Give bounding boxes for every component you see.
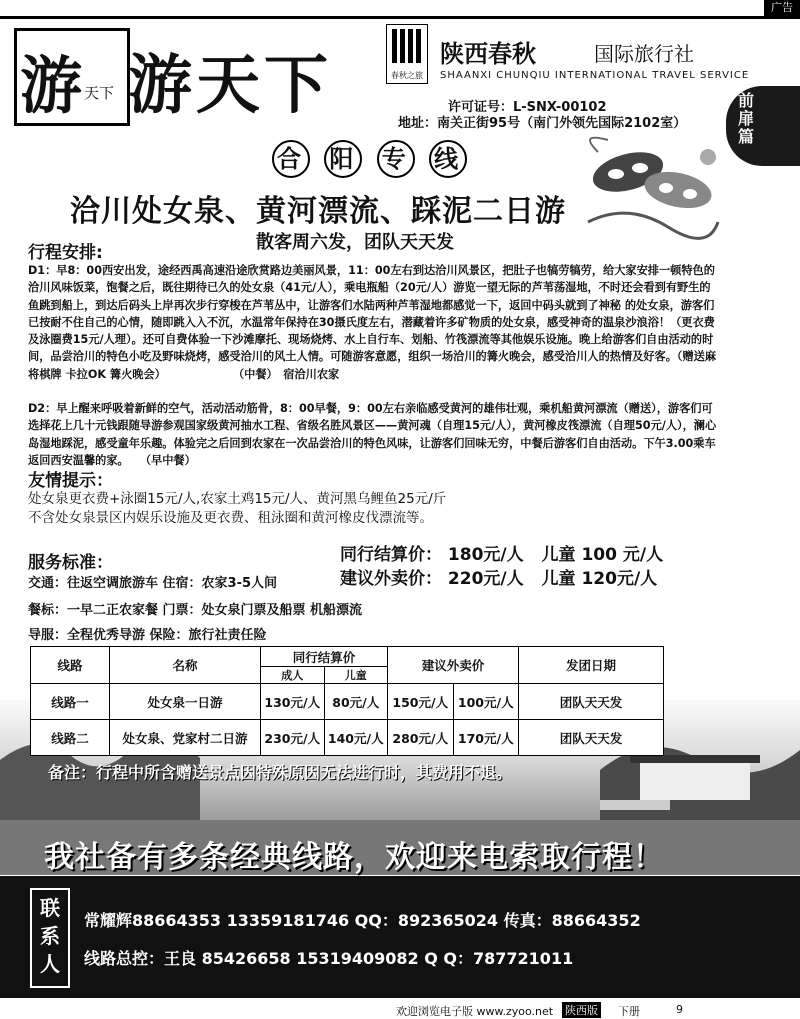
peer-price-child: 儿童 100 元/人 [541, 545, 664, 565]
col-name: 名称 [110, 647, 261, 684]
table-row [31, 684, 664, 720]
special-route-banner [272, 140, 469, 178]
retail-price-label: 建议外卖价： [340, 569, 442, 589]
peer-price-label: 同行结算价： [340, 545, 442, 565]
cell-name: 处女泉、党家村二日游 [110, 720, 261, 756]
footer-site: 欢迎浏览电子版 www.zyoo.net [396, 1005, 554, 1018]
logo-small-text: 天下 [84, 84, 115, 102]
footer-edition: 陕西版 [562, 1002, 601, 1018]
contact-line-1: 常耀辉88664353 13359181746 QQ：892365024 传真：88664352 [84, 911, 641, 930]
day2-text: 早上醒来呼吸着新鲜的空气，活动活动筋骨，8：00早餐，9：00左右亲临感受黄河的雄伟壮观，乘机船黄河漂流（赠送），游客们可选择花上几十元钱跟随导游参观国家级黄河抽水工程、省级名胜风景区——黄河魂（自理15元/人），黄河橡皮筏漂流（自理50元/人），澜心岛湿地踩泥，感受童年乐趣。体验完之后回到农家在一次品尝洽川的特色风味，让游客们回味无穷，中餐后游客们自由活动。下午3.00乘车返回西安温馨的家。 （早中餐） [28, 402, 717, 467]
side-section-tab [726, 86, 800, 166]
page-number: 9 [676, 1003, 683, 1016]
contact-panel [0, 876, 800, 998]
day1-paragraph [28, 262, 718, 383]
service-transport: 交通：往返空调旅游车 住宿：农家3-5人间 [28, 576, 278, 591]
retail-price [340, 564, 657, 589]
service-meals: 餐标：一早二正农家餐 门票：处女泉门票及船票 机船漂流 [28, 603, 363, 618]
remark-note: 备注：行程中所含赠送景点因特殊原因无法进行时，其费用不退。 [48, 763, 513, 782]
col-date: 发团日期 [519, 647, 664, 684]
contact-label: 联系人 [30, 888, 70, 988]
col-child: 儿童 [324, 667, 388, 684]
day2-label: D2： [28, 402, 57, 415]
cell-retail-adult: 280元/人 [388, 720, 454, 756]
day1-text: 早8：00西安出发，途经西禹高速沿途欣赏路边美丽风景，11：00左右到达洽川风景区，把肚子也犒劳犒劳，给大家安排一顿特色的洽川风味饭菜，饱餐之后，既往期待已久的处女泉（41元/人），乘电瓶船（20元/人）游览一望无际的芦苇荡湿地，不时还会看到有野生的鱼跳到船上，到达后码头上岸再次步行穿梭在芦苇丛中，让游客们水陆两种芦苇湿地都感觉一下，返回中码头就到了神秘 的处女泉，游客们已按耐不住自己的心情，随即跳入入不沉，水温常年保持在30摄氏度左右，潜藏着许多矿物质的处女泉，感受神奇的温泉沙浪浴！（更衣费及泳圈费15元/人理）。还可自费体验一下沙滩摩托、现场烧烤、水上自行车、划船、竹筏漂流等其他娱乐设施。晚上给游客们自由活动的时间，品尝洽川的特色小吃及野味烧烤，感受洽川的风土人情。可随游客意愿，组织一场洽川的篝火晚会，感受洽川人的热情及好客。（赠送麻将棋牌 卡拉OK 篝火晚会） （中餐） 宿洽川农家 [28, 264, 717, 381]
cell-date: 团队天天发 [519, 720, 664, 756]
page-footer [0, 1000, 800, 1018]
peer-price [340, 540, 663, 565]
tour-title: 洽川处女泉、黄河漂流、踩泥二日游 [70, 194, 566, 229]
license-number: 许可证号：L-SNX-00102 [448, 100, 607, 115]
col-peer: 同行结算价 [261, 647, 388, 667]
col-adult: 成人 [261, 667, 325, 684]
day2-paragraph [28, 400, 718, 469]
col-route: 线路 [31, 647, 110, 684]
table-row [31, 720, 664, 756]
srts-caption: 春秋之旅 [391, 71, 423, 80]
contact-line-2: 线路总控：王良 85426658 15319409082 Q Q：787721011 [84, 949, 574, 968]
cell-name: 处女泉一日游 [110, 684, 261, 720]
day1-label: D1： [28, 264, 57, 277]
col-retail: 建议外卖价 [388, 647, 519, 684]
service-heading: 服务标准： [28, 553, 113, 573]
cell-peer-adult: 130元/人 [261, 684, 325, 720]
retail-price-child: 儿童 120元/人 [541, 569, 658, 589]
carnival-masks-illustration [568, 132, 728, 244]
departure-schedule: 散客周六发，团队天天发 [256, 232, 454, 253]
itinerary-heading: 行程安排: [28, 243, 103, 263]
special-char: 专 [377, 140, 415, 178]
service-guide: 导服：全程优秀导游 保险：旅行社责任险 [28, 628, 267, 643]
ad-tag: 广告 [764, 0, 800, 16]
special-char: 合 [272, 140, 310, 178]
cell-peer-child: 80元/人 [324, 684, 388, 720]
cell-retail-adult: 150元/人 [388, 684, 454, 720]
cell-route: 线路一 [31, 684, 110, 720]
cell-route: 线路二 [31, 720, 110, 756]
cell-peer-adult: 230元/人 [261, 720, 325, 756]
tips-body [28, 490, 446, 528]
agency-name-suffix: 国际旅行社 [594, 42, 694, 66]
agency-name: 陕西春秋 [440, 40, 536, 68]
cell-peer-child: 140元/人 [324, 720, 388, 756]
top-divider [0, 16, 800, 19]
srts-logo [386, 24, 428, 84]
agency-english-name: SHAANXI CHUNQIU INTERNATIONAL TRAVEL SERVICE [440, 70, 750, 81]
footer-volume: 下册 [618, 1005, 640, 1018]
route-price-table [30, 646, 664, 756]
slogan: 我社备有多条经典线路，欢迎来电索取行程！ [44, 840, 664, 875]
logo-character: 游 [20, 49, 83, 122]
cell-date: 团队天天发 [519, 684, 664, 720]
retail-price-adult: 220元/人 [447, 569, 524, 589]
tips-heading: 友情提示： [28, 471, 113, 491]
special-char: 阳 [324, 140, 362, 178]
headline: 游天下 [128, 48, 332, 123]
agency-address: 地址：南关正街95号（南门外领先国际2102室） [398, 116, 687, 131]
peer-price-adult: 180元/人 [447, 545, 524, 565]
cell-retail-child: 100元/人 [453, 684, 519, 720]
tips-line: 处女泉更衣费+泳圈15元/人,农家土鸡15元/人、黄河黑乌鲤鱼25元/斤 [28, 491, 447, 507]
side-tab-label: 前扉篇 [738, 91, 755, 146]
special-char: 线 [429, 140, 467, 178]
cell-retail-child: 170元/人 [453, 720, 519, 756]
tips-line: 不含处女泉景区内娱乐设施及更衣费、租泳圈和黄河橡皮伐漂流等。 [28, 510, 433, 526]
